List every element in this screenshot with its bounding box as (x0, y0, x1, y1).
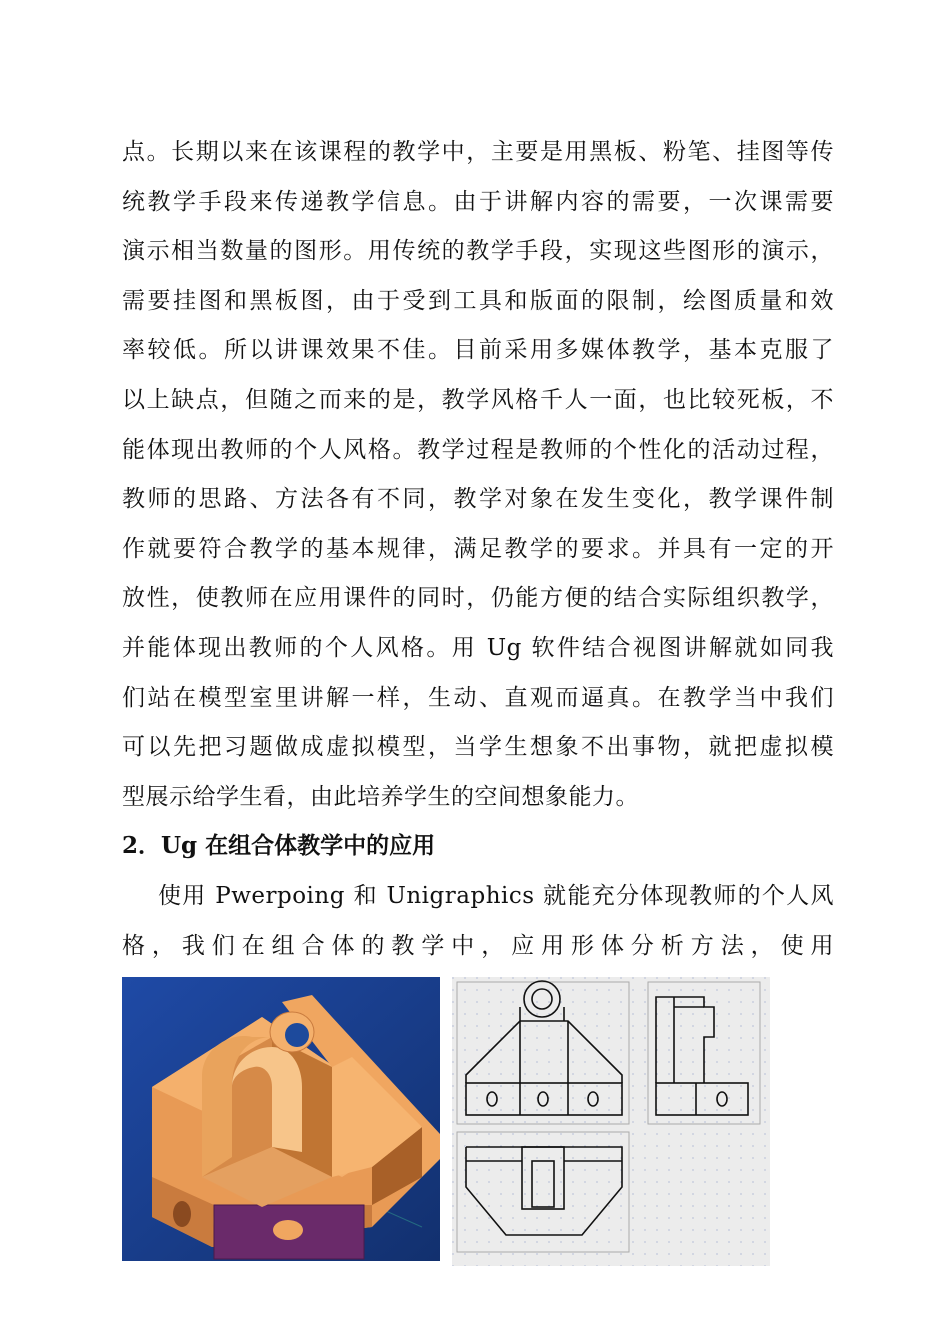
body-paragraph-1 (122, 128, 834, 822)
text-line: 们站在模型室里讲解一样，生动、直观而逼真。在教学当中我们 (122, 684, 834, 711)
text-line: 放性，使教师在应用课件的同时，仍能方便的结合实际组织教学， (122, 585, 834, 612)
body-paragraph-2 (122, 872, 834, 971)
3d-model-render (122, 977, 440, 1261)
text-line: 率较低。所以讲课效果不佳。目前采用多媒体教学，基本克服了 (122, 337, 834, 364)
text-line: 演示相当数量的图形。用传统的教学手段，实现这些图形的演示， (122, 238, 834, 265)
text-line: 以上缺点，但随之而来的是，教学风格千人一面，也比较死板，不 (122, 386, 834, 413)
text-line: 可以先把习题做成虚拟模型，当学生想象不出事物，就把虚拟模 (122, 734, 834, 761)
text-line: 点。长期以来在该课程的教学中，主要是用黑板、粉笔、挂图等传 (122, 139, 834, 165)
text-line: 并能体现出教师的个人风格。用 Ug 软件结合视图讲解就如同我 (122, 634, 834, 661)
text-line: 能体现出教师的个人风格。教学过程是教师的个性化的活动过程， (122, 436, 834, 463)
text-line: 教师的思路、方法各有不同，教学对象在发生变化，教学课件制 (122, 486, 834, 513)
text-line: 统教学手段来传递教学信息。由于讲解内容的需要，一次课需要 (122, 188, 834, 215)
text-line: 作就要符合教学的基本规律，满足教学的要求。并具有一定的开 (122, 535, 834, 562)
text-line: 需要挂图和黑板图，由于受到工具和版面的限制，绘图质量和效 (122, 287, 834, 314)
orthographic-drawing (452, 977, 770, 1266)
text-line: 型展示给学生看，由此培养学生的空间想象能力。 (122, 783, 639, 810)
text-line: 格，我们在组合体的教学中，应用形体分析方法，使用 (122, 932, 834, 959)
text-line: 使用 Pwerpoing 和 Unigraphics 就能充分体现教师的个人风 (158, 883, 834, 909)
section-heading: 2．Ug 在组合体教学中的应用 (122, 832, 436, 859)
